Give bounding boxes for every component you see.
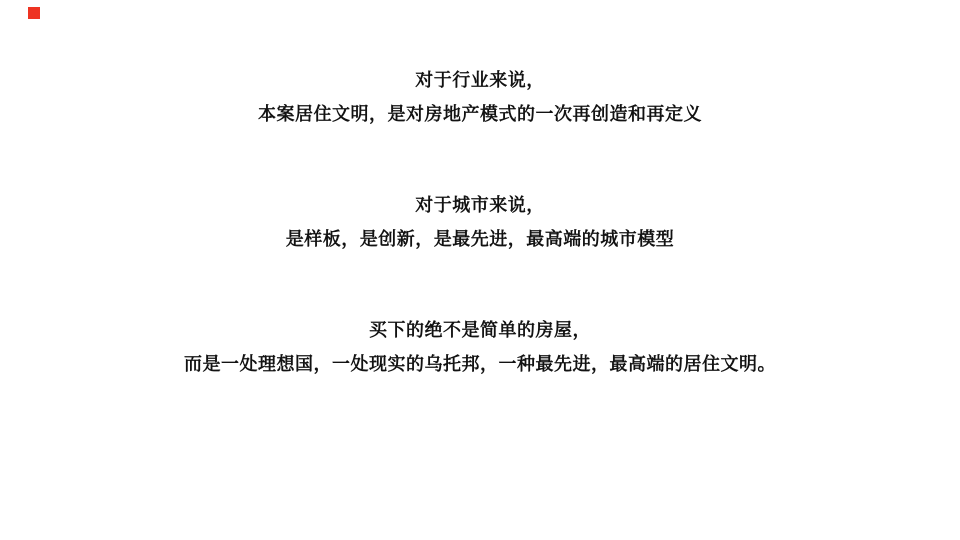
statement-city-line-2: 是样板，是创新，是最先进，最高端的城市模型 [285,229,675,250]
statement-city-line-1: 对于城市来说， [415,195,545,216]
statement-industry [0,64,960,132]
statement-city [0,189,960,257]
statement-purchase-line-1: 买下的绝不是简单的房屋， [369,320,591,341]
statement-industry-line-2: 本案居住文明，是对房地产模式的一次再创造和再定义 [258,104,702,125]
statement-purchase-line-2: 而是一处理想国，一处现实的乌托邦，一种最先进，最高端的居住文明。 [184,354,776,375]
statement-industry-line-1: 对于行业来说， [415,70,545,91]
statement-purchase [0,314,960,382]
red-square-icon [28,7,40,19]
